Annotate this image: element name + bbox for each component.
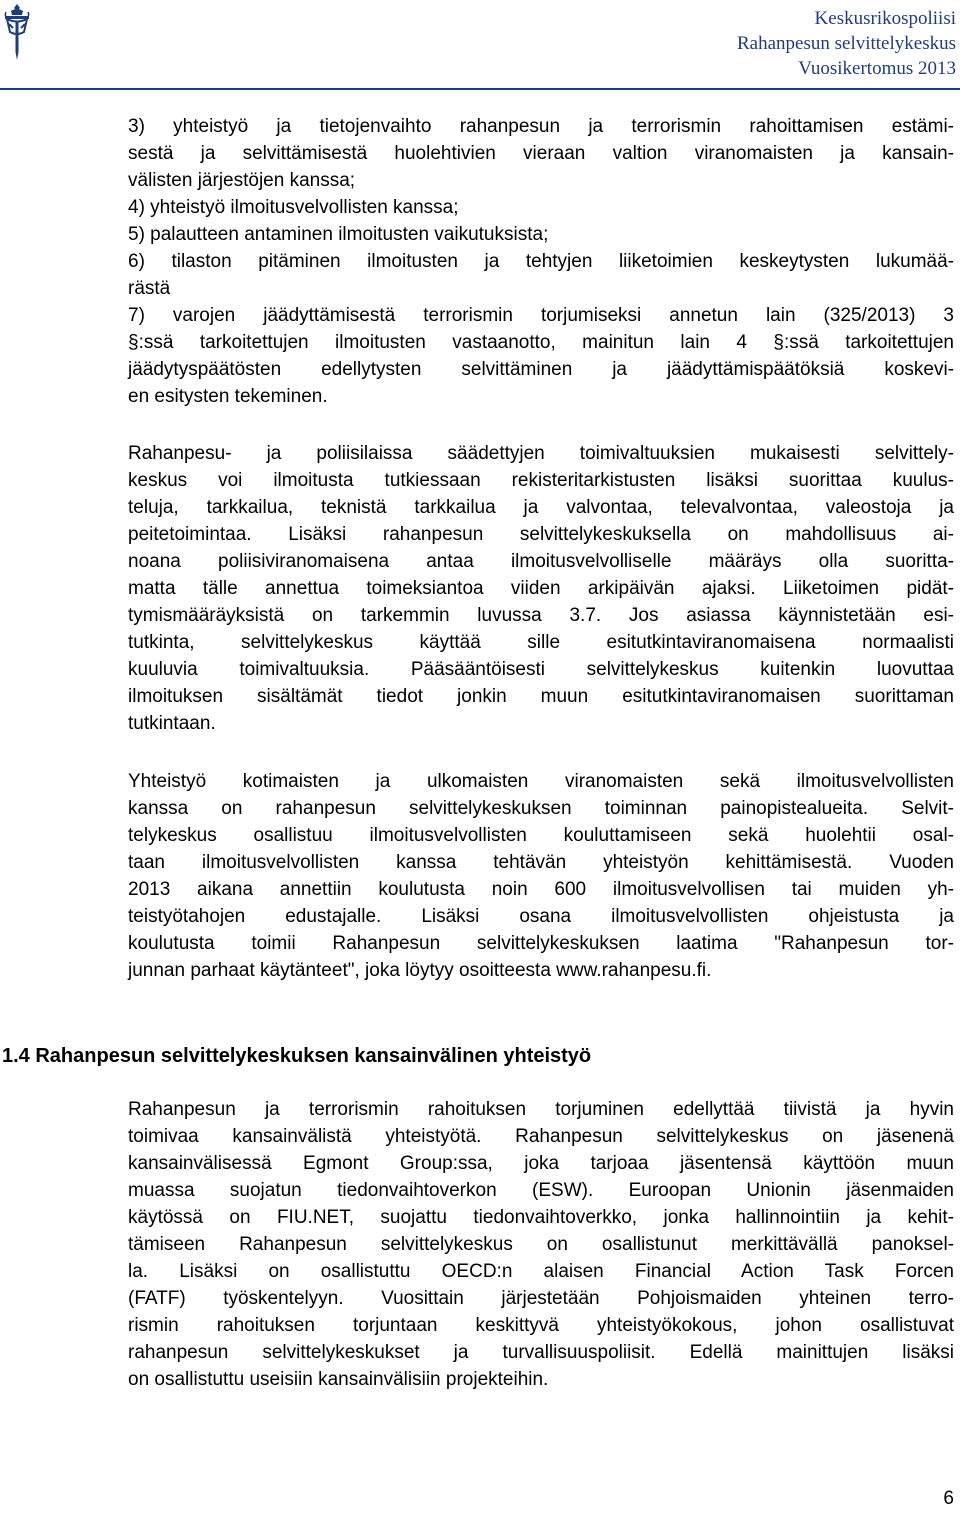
text-line: noana poliisiviranomaisena antaa ilmoitusvelvolliselle määräys olla suoritta- bbox=[128, 551, 954, 572]
text-line: taan ilmoitusvelvollisten kanssa tehtävän yhteistyön kehittämisestä. Vuoden bbox=[128, 852, 954, 873]
report-title: Vuosikertomus 2013 bbox=[798, 58, 956, 79]
text-line: la. Lisäksi on osallistuttu OECD:n alaisen Financial Action Task Forcen bbox=[128, 1261, 954, 1282]
paragraph-international bbox=[128, 1096, 954, 1393]
header-divider bbox=[0, 88, 960, 90]
list-line: 5) palautteen antaminen ilmoitusten vaikutuksista; bbox=[128, 224, 549, 245]
text-line: koulutusta toimii Rahanpesun selvittelykeskuksen laatima "Rahanpesun tor- bbox=[128, 933, 954, 954]
text-line: teluja, tarkkailua, teknistä tarkkailua ja valvontaa, televalvontaa, valeostoja ja bbox=[128, 497, 954, 518]
list-line: §:ssä tarkoitettujen ilmoitusten vastaanotto, mainitun lain 4 §:ssä tarkoitettujen bbox=[128, 332, 954, 353]
text-line: Rahanpesu- ja poliisilaissa säädettyjen toimivaltuuksien mukaisesti selvittely- bbox=[128, 443, 954, 464]
list-line: rästä bbox=[128, 278, 171, 299]
list-line: sestä ja selvittämisestä huolehtivien vieraan valtion viranomaisten ja kansain- bbox=[128, 143, 954, 164]
text-line: (FATF) työskentelyyn. Vuosittain järjestetään Pohjoismaiden yhteinen terro- bbox=[128, 1288, 954, 1309]
text-line: on osallistuttu useisiin kansainvälisiin projekteihin. bbox=[128, 1369, 549, 1390]
paragraph-cooperation bbox=[128, 768, 954, 984]
text-line: muassa suojatun tiedonvaihtoverkon (ESW). Euroopan Unionin jäsenmaiden bbox=[128, 1180, 954, 1201]
text-line: Yhteistyö kotimaisten ja ulkomaisten viranomaisten sekä ilmoitusvelvollisten bbox=[128, 771, 954, 792]
paragraph-powers bbox=[128, 440, 954, 737]
police-emblem-icon bbox=[2, 2, 32, 64]
list-line: jäädytyspäätösten edellytysten selvittäminen ja jäädyttämispäätöksiä koskevi- bbox=[128, 359, 954, 380]
text-line: kanssa on rahanpesun selvittelykeskuksen toiminnan painopistealueita. Selvit- bbox=[128, 798, 954, 819]
text-line: rahanpesun selvittelykeskukset ja turvallisuuspoliisit. Edellä mainittujen lisäksi bbox=[128, 1342, 954, 1363]
text-line: matta tälle annettua toimeksiantoa viiden arkipäivän ajaksi. Liiketoimen pidät- bbox=[128, 578, 954, 599]
text-line: kuuluvia toimivaltuuksia. Pääsääntöisesti selvittelykeskus kuitenkin luovuttaa bbox=[128, 659, 954, 680]
organization-name: Keskusrikospoliisi bbox=[814, 8, 956, 29]
text-line: tutkintaan. bbox=[128, 713, 216, 734]
duties-list bbox=[128, 113, 954, 410]
text-line: 2013 aikana annettiin koulutusta noin 600 ilmoitusvelvollisen tai muiden yh- bbox=[128, 879, 954, 900]
page-number: 6 bbox=[943, 1488, 954, 1509]
text-line: junnan parhaat käytänteet", joka löytyy osoitteesta www.rahanpesu.fi. bbox=[128, 960, 712, 981]
document-header bbox=[737, 6, 956, 81]
list-line: 6) tilaston pitäminen ilmoitusten ja tehtyjen liiketoimien keskeytysten lukumää- bbox=[128, 251, 954, 272]
text-line: kansainvälisessä Egmont Group:ssa, joka tarjoaa jäsentensä käyttöön muun bbox=[128, 1153, 954, 1174]
text-line: tymismääräyksistä on tarkemmin luvussa 3.7. Jos asiassa käynnistetään esi- bbox=[128, 605, 954, 626]
text-line: keskus voi ilmoitusta tutkiessaan rekisteritarkistusten lisäksi suorittaa kuulus- bbox=[128, 470, 954, 491]
text-line: ilmoituksen sisältämät tiedot jonkin muun esitutkintaviranomaisen suorittaman bbox=[128, 686, 954, 707]
text-line: teistyötahojen edustajalle. Lisäksi osana ilmoitusvelvollisten ohjeistusta ja bbox=[128, 906, 954, 927]
text-line: peitetoimintaa. Lisäksi rahanpesun selvittelykeskuksella on mahdollisuus ai- bbox=[128, 524, 954, 545]
list-line: 7) varojen jäädyttämisestä terrorismin torjumiseksi annetun lain (325/2013) 3 bbox=[128, 305, 954, 326]
list-line: en esitysten tekeminen. bbox=[128, 386, 328, 407]
text-line: käytössä on FIU.NET, suojattu tiedonvaihtoverkko, jonka hallinnointiin ja kehit- bbox=[128, 1207, 954, 1228]
text-line: tutkinta, selvittelykeskus käyttää sille esitutkintaviranomaisena normaalisti bbox=[128, 632, 954, 653]
text-line: Rahanpesun ja terrorismin rahoituksen torjuminen edellyttää tiivistä ja hyvin bbox=[128, 1099, 954, 1120]
list-line: 4) yhteistyö ilmoitusvelvollisten kanssa; bbox=[128, 197, 459, 218]
text-line: tämiseen Rahanpesun selvittelykeskus on osallistunut merkittävällä panoksel- bbox=[128, 1234, 954, 1255]
section-heading: 1.4 Rahanpesun selvittelykeskuksen kansainvälinen yhteistyö bbox=[2, 1045, 592, 1067]
text-line: telykeskus osallistuu ilmoitusvelvollisten kouluttamiseen sekä huolehtii osal- bbox=[128, 825, 954, 846]
unit-name: Rahanpesun selvittelykeskus bbox=[737, 33, 956, 54]
text-line: toimivaa kansainvälistä yhteistyötä. Rahanpesun selvittelykeskus on jäsenenä bbox=[128, 1126, 954, 1147]
list-line: 3) yhteistyö ja tietojenvaihto rahanpesun ja terrorismin rahoittamisen estämi- bbox=[128, 116, 954, 137]
text-line: rismin rahoituksen torjuntaan keskittyvä yhteistyökokous, johon osallistuvat bbox=[128, 1315, 954, 1336]
list-line: välisten järjestöjen kanssa; bbox=[128, 170, 356, 191]
